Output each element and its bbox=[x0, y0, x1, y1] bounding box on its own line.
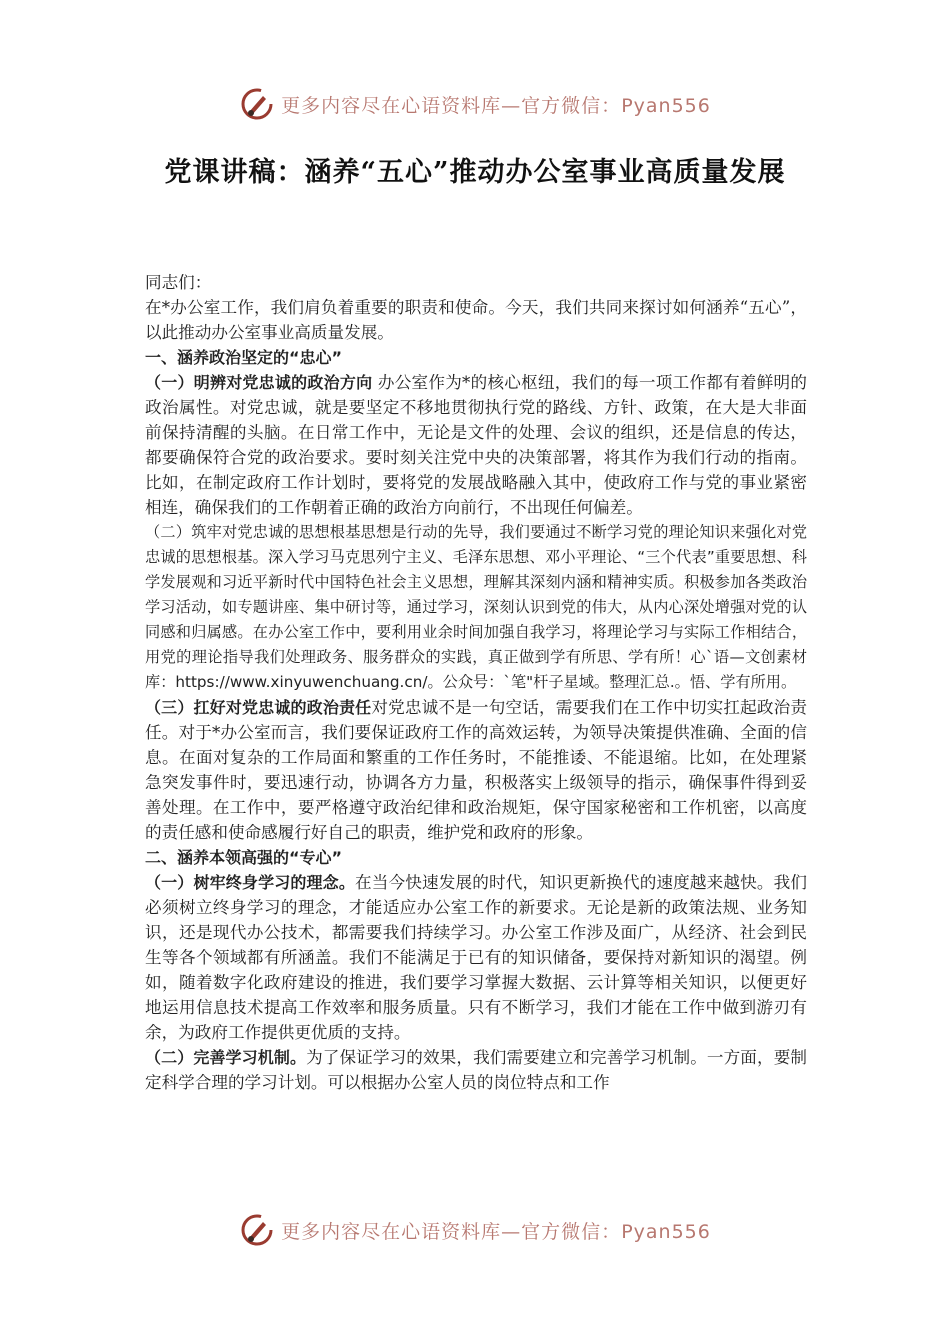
subheading: （一）明辨对党忠诚的政治方向 bbox=[145, 373, 373, 392]
banner-text: 更多内容尽在心语资料库—官方微信：Pyan556 bbox=[281, 1220, 711, 1243]
subheading: （二）完善学习机制。 bbox=[145, 1048, 307, 1067]
document-title: 党课讲稿：涵养“五心”推动办公室事业高质量发展 bbox=[164, 157, 786, 188]
subheading: （一）树牢终身学习的理念。 bbox=[145, 873, 355, 892]
footer-watermark-banner bbox=[0, 1208, 950, 1252]
document-body bbox=[145, 270, 807, 1095]
section-heading-1: 一、涵养政治坚定的“忠心” bbox=[145, 348, 343, 367]
intro-paragraph: 在*办公室工作，我们肩负着重要的职责和使命。今天，我们共同来探讨如何涵养“五心”，以此推动办公室事业高质量发展。 bbox=[145, 298, 807, 342]
header-watermark-banner bbox=[0, 82, 950, 126]
section1-paragraph-2: （二）筑牢对党忠诚的思想根基思想是行动的先导，我们要通过不断学习党的理论知识来强化对党忠诚的思想根基。深入学习马克思列宁主义、毛泽东思想、邓小平理论、“三个代表”重要思想、科学发展观和习近平新时代中国特色社会主义思想，理解其深刻内涵和精神实质。积极参加各类政治学习活动，如专题讲座、集中研讨等，通过学习，深刻认识到党的伟大，从内心深处增强对党的认同感和归属感。在办公室工作中，要利用业余时间加强自我学习，将理论学习与实际工作相结合，用党的理论指导我们处理政务、服务群众的实践，真正做到学有所思、学有所！心`语—文创素材库：https://www.xinyuwenchuang.cn/。公众号：`笔"杆子星域。整理汇总.。悟、学有所用。 bbox=[145, 523, 807, 691]
section2-paragraph-2: （二）完善学习机制。为了保证学习的效果，我们需要建立和完善学习机制。一方面，要制定科学合理的学习计划。可以根据办公室人员的岗位特点和工作 bbox=[145, 1048, 807, 1092]
greeting: 同志们： bbox=[145, 273, 212, 292]
brush-logo-icon bbox=[239, 86, 275, 122]
section1-paragraph-3: （三）扛好对党忠诚的政治责任对党忠诚不是一句空话，需要我们在工作中切实扛起政治责任。对于*办公室而言，我们要保证政府工作的高效运转，为领导决策提供准确、全面的信息。在面对复杂的工作局面和繁重的工作任务时，不能推诿、不能退缩。比如，在处理紧急突发事件时，要迅速行动，协调各方力量，积极落实上级领导的指示，确保事件得到妥善处理。在工作中，要严格遵守政治纪律和政治规矩，保守国家秘密和工作机密，以高度的责任感和使命感履行好自己的职责，维护党和政府的形象。 bbox=[145, 698, 807, 842]
subheading: （三）扛好对党忠诚的政治责任 bbox=[145, 698, 372, 717]
banner-text: 更多内容尽在心语资料库—官方微信：Pyan556 bbox=[281, 94, 711, 117]
section1-paragraph-1: （一）明辨对党忠诚的政治方向 办公室作为*的核心枢纽，我们的每一项工作都有着鲜明的政治属性。对党忠诚，就是要坚定不移地贯彻执行党的路线、方针、政策，在大是大非面前保持清醒的头脑。在日常工作中，无论是文件的处理、会议的组织，还是信息的传达，都要确保符合党的政治要求。要时刻关注党中央的决策部署，将其作为我们行动的指南。比如，在制定政府工作计划时，要将党的发展战略融入其中，使政府工作与党的事业紧密相连，确保我们的工作朝着正确的政治方向前行，不出现任何偏差。 bbox=[145, 373, 807, 517]
section2-paragraph-1: （一）树牢终身学习的理念。在当今快速发展的时代，知识更新换代的速度越来越快。我们必须树立终身学习的理念，才能适应办公室工作的新要求。无论是新的政策法规、业务知识，还是现代办公技术，都需要我们持续学习。办公室工作涉及面广，从经济、社会到民生等各个领域都有所涵盖。我们不能满足于已有的知识储备，要保持对新知识的渴望。例如，随着数字化政府建设的推进，我们要学习掌握大数据、云计算等相关知识，以便更好地运用信息技术提高工作效率和服务质量。只有不断学习，我们才能在工作中做到游刃有余，为政府工作提供更优质的支持。 bbox=[145, 873, 807, 1042]
section-heading-2: 二、涵养本领高强的“专心” bbox=[145, 848, 343, 867]
brush-logo-icon bbox=[239, 1212, 275, 1248]
